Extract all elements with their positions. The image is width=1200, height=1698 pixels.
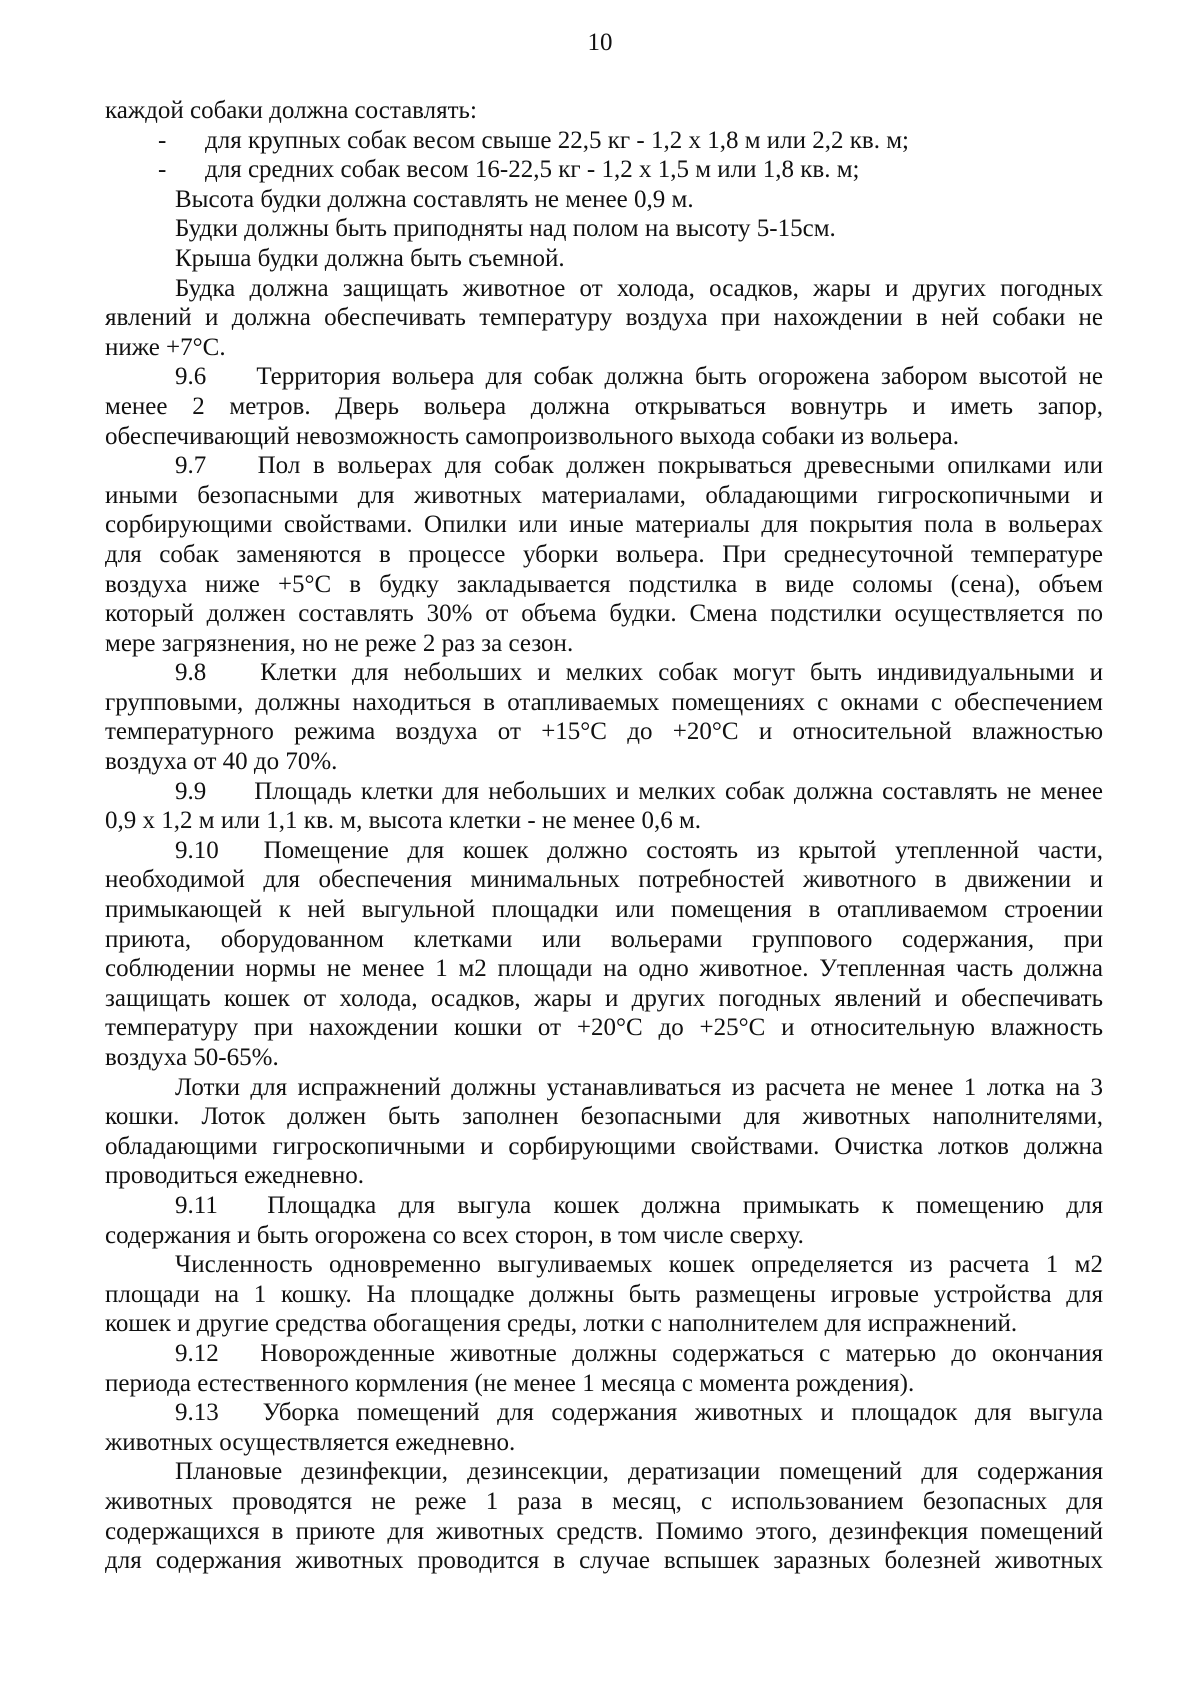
section-text: Территория вольера для собак должна быть огорожена забором высотой не <box>256 363 1103 391</box>
text-line: необходимой для обеспечения минимальных потребностей животного в движении и <box>105 866 1103 894</box>
text-line: кошек и другие средства обогащения среды, лотки с наполнителем для испражнений. <box>105 1310 1018 1338</box>
text-line <box>105 836 1103 866</box>
section-text: Клетки для небольших и мелких собак могут быть индивидуальными и <box>260 659 1104 687</box>
text-line: воздуха от 40 до 70%. <box>105 748 338 776</box>
document-body <box>105 96 1103 1576</box>
text-line: иными безопасными для животных материалами, обладающими гигроскопичными и <box>105 481 1103 509</box>
text-line: Будка должна защищать животное от холода, осадков, жары и других погодных <box>175 274 1103 302</box>
text-line: мере загрязнения, но не реже 2 раз за сезон. <box>105 629 574 657</box>
text-line: кошки. Лоток должен быть заполнен безопасными для животных наполнителями, <box>105 1103 1103 1131</box>
text-line: Высота будки должна составлять не менее 0,9 м. <box>175 185 694 213</box>
text-line: животных проводятся не реже 1 раза в месяц, с использованием безопасных для <box>105 1487 1103 1515</box>
section-number: 9.11 <box>175 1191 218 1219</box>
section-number: 9.12 <box>175 1339 219 1367</box>
text-line: явлений и должна обеспечивать температуру воздуха при нахождении в ней собаки не <box>105 304 1103 332</box>
list-item-text: для средних собак весом 16-22,5 кг - 1,2 х 1,5 м или 1,8 кв. м; <box>205 156 860 184</box>
text-line: обладающими гигроскопичными и сорбирующими свойствами. Очистка лотков должна <box>105 1132 1103 1160</box>
page-number: 10 <box>587 29 613 56</box>
text-line: групповыми, должны находиться в отапливаемых помещениях с окнами с обеспечением <box>105 688 1103 716</box>
text-line <box>105 1191 1103 1221</box>
section-text: Площадка для выгула кошек должна примыкать к помещению для <box>267 1191 1104 1219</box>
text-line: температуру при нахождении кошки от +20°С до +25°С и относительную влажность <box>105 1014 1103 1042</box>
text-line <box>105 126 1103 156</box>
text-line: соблюдении нормы не менее 1 м2 площади на одно животное. Утепленная часть должна <box>105 955 1103 983</box>
text-line <box>105 451 1103 481</box>
text-line: температурного режима воздуха от +15°С до +20°С и относительной влажностью <box>105 718 1103 746</box>
section-text: Уборка помещений для содержания животных и площадок для выгула <box>262 1399 1104 1427</box>
text-line: приюта, оборудованном клетками или вольерами группового содержания, при <box>105 925 1103 953</box>
text-line: Плановые дезинфекции, дезинсекции, дератизации помещений для содержания <box>175 1458 1103 1486</box>
list-dash: - <box>158 126 167 154</box>
text-line: Крыша будки должна быть съемной. <box>175 244 565 272</box>
section-number: 9.7 <box>175 452 207 480</box>
section-number: 9.8 <box>175 659 207 687</box>
text-line: Лотки для испражнений должны устанавливаться из расчета не менее 1 лотка на 3 <box>175 1073 1103 1101</box>
list-dash: - <box>158 156 167 184</box>
text-line: примыкающей к ней выгульной площадки или помещения в отапливаемом строении <box>105 896 1103 924</box>
text-line: который должен составлять 30% от объема будки. Смена подстилки осуществляется по <box>105 600 1103 628</box>
section-number: 9.10 <box>175 836 219 864</box>
section-number: 9.9 <box>175 777 207 805</box>
text-line <box>105 155 1103 185</box>
section-text: Помещение для кошек должно состоять из крытой утепленной части, <box>263 836 1104 864</box>
text-line: Численность одновременно выгуливаемых кошек определяется из расчета 1 м2 <box>175 1251 1103 1279</box>
text-line: каждой собаки должна составлять: <box>105 97 477 124</box>
text-line: менее 2 метров. Дверь вольера должна открываться вовнутрь и иметь запор, <box>105 392 1103 420</box>
text-line: содержания и быть огорожена со всех сторон, в том числе сверху. <box>105 1221 804 1249</box>
text-line <box>105 362 1103 392</box>
text-line <box>105 658 1103 688</box>
section-number: 9.6 <box>175 363 207 391</box>
section-number: 9.13 <box>175 1399 219 1427</box>
text-line: сорбирующими свойствами. Опилки или иные материалы для покрытия пола в вольерах <box>105 511 1103 539</box>
text-line: животных осуществляется ежедневно. <box>105 1428 516 1456</box>
text-line <box>105 777 1103 807</box>
text-line: для собак заменяются в процессе уборки вольера. При среднесуточной температуре <box>105 540 1103 568</box>
text-line: ниже +7°С. <box>105 333 226 361</box>
text-line <box>105 1398 1103 1428</box>
text-line: площади на 1 кошку. На площадке должны быть размещены игровые устройства для <box>105 1280 1103 1308</box>
text-line: периода естественного кормления (не менее 1 месяца с момента рождения). <box>105 1369 915 1397</box>
text-line: проводиться ежедневно. <box>105 1162 364 1190</box>
text-line: для содержания животных проводится в случае вспышек заразных болезней животных <box>105 1547 1103 1575</box>
text-line: воздуха ниже +5°С в будку закладывается подстилка в виде соломы (сена), объем <box>105 570 1103 598</box>
text-line: 0,9 х 1,2 м или 1,1 кв. м, высота клетки - не менее 0,6 м. <box>105 807 702 835</box>
section-text: Площадь клетки для небольших и мелких собак должна составлять не менее <box>254 777 1103 805</box>
list-item-text: для крупных собак весом свыше 22,5 кг - 1,2 х 1,8 м или 2,2 кв. м; <box>205 126 909 154</box>
text-line: воздуха 50-65%. <box>105 1044 279 1071</box>
section-text: Пол в вольерах для собак должен покрываться древесными опилками или <box>257 452 1103 480</box>
text-line: защищать кошек от холода, осадков, жары и других погодных явлений и обеспечивать <box>105 984 1103 1012</box>
text-line: обеспечивающий невозможность самопроизвольного выхода собаки из вольера. <box>105 422 959 450</box>
section-text: Новорожденные животные должны содержаться с матерью до окончания <box>260 1339 1103 1367</box>
text-line: содержащихся в приюте для животных средств. Помимо этого, дезинфекция помещений <box>105 1517 1103 1545</box>
text-line: Будки должны быть приподняты над полом на высоту 5-15см. <box>175 215 836 243</box>
text-line <box>105 1339 1103 1369</box>
